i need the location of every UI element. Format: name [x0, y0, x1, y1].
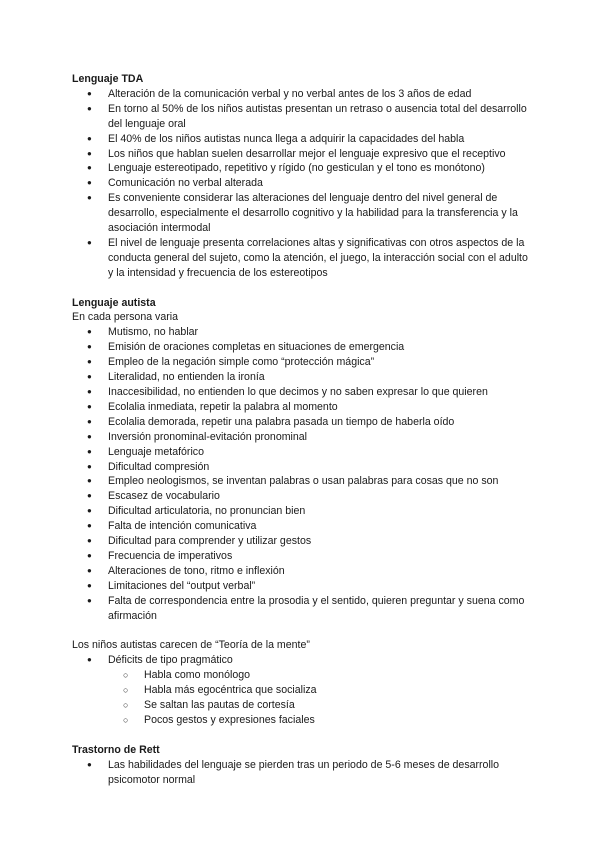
section-intro: Los niños autistas carecen de “Teoría de la mente” — [72, 639, 310, 652]
sub-list-item: ○ Pocos gestos y expresiones faciales — [108, 713, 532, 728]
list-item: ● Inversión pronominal-evitación pronominal — [72, 430, 532, 445]
spacer — [72, 281, 532, 296]
bullet-list — [72, 87, 532, 281]
list-item: ● Empleo neologismos, se inventan palabras o usan palabras para cosas que no son — [72, 474, 532, 489]
list-item: ● Las habilidades del lenguaje se pierden tras un periodo de 5-6 meses de desarrollo psicomotor normal — [72, 758, 532, 788]
list-item: ● Es conveniente considerar las alteraciones del lenguaje dentro del nivel general de desarrollo, especialmente el desarrollo cognitivo y la habilidad para la transferencia y la asociación intermodal — [72, 191, 532, 236]
list-item: ● Dificultad articulatoria, no pronuncian bien — [72, 504, 532, 519]
list-item: ● Alteraciones de tono, ritmo e inflexión — [72, 564, 532, 579]
list-item: ● El 40% de los niños autistas nunca llega a adquirir la capacidades del habla — [72, 132, 532, 147]
list-item: ● Empleo de la negación simple como “protección mágica” — [72, 355, 532, 370]
list-item-text: Déficits de tipo pragmático — [108, 654, 233, 667]
list-item: ● Escasez de vocabulario — [72, 489, 532, 504]
section-intro: En cada persona varia — [72, 311, 179, 324]
list-item: ● Alteración de la comunicación verbal y no verbal antes de los 3 años de edad — [72, 87, 532, 102]
list-item: ● Lenguaje estereotipado, repetitivo y rígido (no gesticulan y el tono es monótono) — [72, 161, 532, 176]
section-trastorno-rett — [72, 743, 532, 788]
sub-list-item: ○ Habla como monólogo — [108, 668, 532, 683]
list-item: ● Frecuencia de imperativos — [72, 549, 532, 564]
list-item: ● Dificultad para comprender y utilizar gestos — [72, 534, 532, 549]
list-item: ● El nivel de lenguaje presenta correlaciones altas y significativas con otros aspectos de la conducta general del sujeto, como la atención, el juego, la interacción social con el adulto y la intensidad y frecuencia de los estereotipos — [72, 236, 532, 281]
list-item: ● Mutismo, no hablar — [72, 325, 532, 340]
section-title: Lenguaje TDA — [72, 73, 144, 85]
list-item: ● Los niños que hablan suelen desarrollar mejor el lenguaje expresivo que el receptivo — [72, 147, 532, 162]
section-title: Trastorno de Rett — [72, 743, 160, 756]
sub-bullet-list — [108, 668, 532, 728]
section-lenguaje-autista — [72, 296, 532, 624]
spacer — [72, 728, 532, 743]
sub-list-item: ○ Habla más egocéntrica que socializa — [108, 683, 532, 698]
document-page — [72, 72, 532, 787]
bullet-list — [72, 325, 532, 623]
sub-list-item: ○ Se saltan las pautas de cortesía — [108, 698, 532, 713]
list-item: ● Emisión de oraciones completas en situaciones de emergencia — [72, 340, 532, 355]
list-item: ● Literalidad, no entienden la ironía — [72, 370, 532, 385]
spacer — [72, 624, 532, 639]
list-item: ● En torno al 50% de los niños autistas presentan un retraso o ausencia total del desarrollo del lenguaje oral — [72, 102, 532, 132]
list-item: ● Inaccesibilidad, no entienden lo que decimos y no saben expresar lo que quieren — [72, 385, 532, 400]
list-item: ● Dificultad compresión — [72, 460, 532, 475]
list-item: ● Limitaciones del “output verbal” — [72, 579, 532, 594]
section-teoria-mente — [72, 638, 532, 727]
list-item: ● Ecolalia demorada, repetir una palabra pasada un tiempo de haberla oído — [72, 415, 532, 430]
list-item: ● Ecolalia inmediata, repetir la palabra al momento — [72, 400, 532, 415]
list-item: ● Lenguaje metafórico — [72, 445, 532, 460]
list-item: ● Falta de correspondencia entre la prosodia y el sentido, quieren preguntar y suena como afirmación — [72, 594, 532, 624]
bullet-list — [72, 758, 532, 788]
list-item: ● Falta de intención comunicativa — [72, 519, 532, 534]
section-lenguaje-tda — [72, 72, 532, 281]
section-title: Lenguaje autista — [72, 296, 156, 309]
bullet-list — [72, 653, 532, 728]
list-item: ● Comunicación no verbal alterada — [72, 176, 532, 191]
list-item — [72, 653, 532, 728]
